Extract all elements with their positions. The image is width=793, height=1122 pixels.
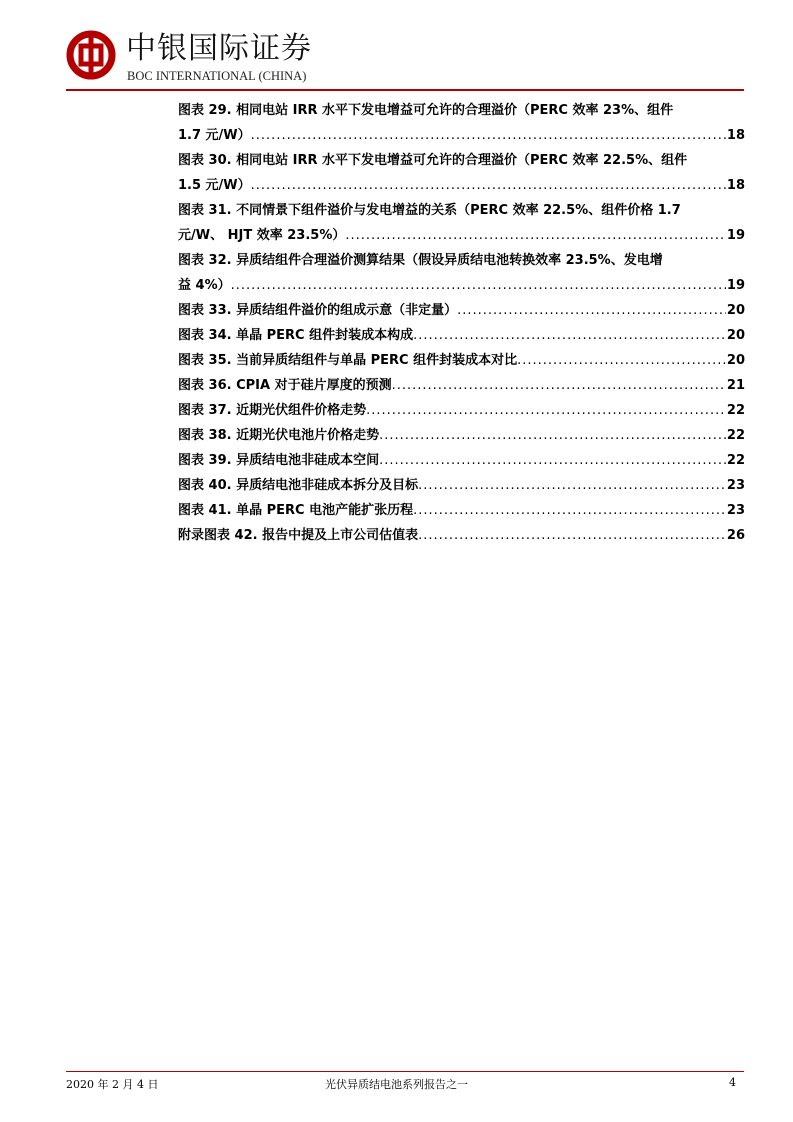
toc-entry-title: 图表 39. 异质结电池非硅成本空间 — [178, 453, 380, 468]
toc-entry[interactable] — [178, 448, 745, 473]
dot-leader — [231, 273, 726, 298]
toc-entry-line — [178, 398, 745, 423]
footer-page-number: 4 — [729, 1076, 736, 1089]
footer-divider — [66, 1071, 744, 1072]
toc-entry-title: 图表 41. 单晶 PERC 电池产能扩张历程 — [178, 503, 414, 518]
table-of-figures — [178, 98, 745, 548]
boc-logo-icon — [66, 30, 116, 80]
toc-entry-title: 1.5 元/W） — [178, 178, 251, 193]
toc-entry-title: 图表 34. 单晶 PERC 组件封装成本构成 — [178, 328, 414, 343]
toc-entry[interactable] — [178, 98, 745, 148]
dot-leader — [345, 223, 726, 248]
page-header — [66, 30, 736, 90]
toc-entry-title: 1.7 元/W） — [178, 128, 251, 143]
toc-entry[interactable] — [178, 323, 745, 348]
dot-leader — [251, 123, 726, 148]
dot-leader — [413, 323, 726, 348]
toc-entry-line — [178, 423, 745, 448]
toc-entry-line — [178, 173, 745, 198]
toc-entry[interactable] — [178, 198, 745, 248]
toc-page-number: 20 — [726, 303, 745, 318]
dot-leader — [413, 498, 726, 523]
toc-page-number: 19 — [726, 278, 745, 293]
toc-entry-title: 图表 33. 异质结组件溢价的组成示意（非定量） — [178, 303, 458, 318]
toc-entry-line — [178, 473, 745, 498]
footer-date: 2020 年 2 月 4 日 — [66, 1078, 159, 1091]
toc-entry-title-line: 图表 29. 相同电站 IRR 水平下发电增益可允许的合理溢价（PERC 效率 23%、组件 — [178, 103, 674, 118]
toc-entry-title: 图表 37. 近期光伏组件价格走势 — [178, 403, 367, 418]
toc-entry-title: 元/W、 HJT 效率 23.5%） — [178, 228, 346, 243]
dot-leader — [251, 173, 726, 198]
toc-page-number: 21 — [726, 378, 745, 393]
toc-entry-line — [178, 373, 745, 398]
toc-page-number: 19 — [726, 228, 745, 243]
toc-page-number: 22 — [726, 428, 745, 443]
toc-entry-line — [178, 523, 745, 548]
toc-page-number: 26 — [726, 528, 745, 543]
toc-entry-line — [178, 323, 745, 348]
toc-entry-title: 图表 38. 近期光伏电池片价格走势 — [178, 428, 380, 443]
toc-entry-line — [178, 498, 745, 523]
toc-entry-title: 附录图表 42. 报告中提及上市公司估值表 — [178, 528, 419, 543]
brand-name-english: BOC INTERNATIONAL (CHINA) — [127, 69, 307, 83]
toc-page-number: 20 — [726, 353, 745, 368]
toc-entry-line — [178, 123, 745, 148]
toc-page-number: 22 — [726, 403, 745, 418]
toc-page-number: 23 — [726, 503, 745, 518]
toc-page-number: 18 — [726, 128, 745, 143]
footer-report-title: 光伏异质结电池系列报告之一 — [325, 1078, 468, 1091]
dot-leader — [418, 473, 726, 498]
dot-leader — [366, 398, 726, 423]
toc-entry-title-line: 图表 30. 相同电站 IRR 水平下发电增益可允许的合理溢价（PERC 效率 22.5%、组件 — [178, 153, 688, 168]
dot-leader — [379, 448, 726, 473]
dot-leader — [418, 523, 726, 548]
toc-entry[interactable] — [178, 373, 745, 398]
dot-leader — [457, 298, 726, 323]
toc-entry-line — [178, 298, 745, 323]
toc-entry-line — [178, 348, 745, 373]
toc-page-number: 18 — [726, 178, 745, 193]
toc-entry[interactable] — [178, 523, 745, 548]
toc-entry-title: 图表 35. 当前异质结组件与单晶 PERC 组件封装成本对比 — [178, 353, 518, 368]
toc-entry-line — [178, 448, 745, 473]
toc-entry-title-line: 图表 31. 不同情景下组件溢价与发电增益的关系（PERC 效率 22.5%、组件价格 1.7 — [178, 203, 681, 218]
dot-leader — [517, 348, 726, 373]
toc-entry[interactable] — [178, 423, 745, 448]
toc-page-number: 23 — [726, 478, 745, 493]
toc-entry[interactable] — [178, 398, 745, 423]
dot-leader — [392, 373, 726, 398]
brand-name-chinese: 中银国际证券 — [126, 31, 312, 66]
toc-entry-line — [178, 273, 745, 298]
toc-page-number: 20 — [726, 328, 745, 343]
toc-entry-title: 图表 40. 异质结电池非硅成本拆分及目标 — [178, 478, 419, 493]
toc-entry-title-line: 图表 32. 异质结组件合理溢价测算结果（假设异质结电池转换效率 23.5%、发电增 — [178, 253, 663, 268]
toc-entry[interactable] — [178, 148, 745, 198]
toc-entry[interactable] — [178, 298, 745, 323]
toc-entry[interactable] — [178, 473, 745, 498]
toc-page-number: 22 — [726, 453, 745, 468]
toc-entry[interactable] — [178, 248, 745, 298]
header-divider — [66, 89, 744, 91]
toc-entry[interactable] — [178, 498, 745, 523]
toc-entry-title: 图表 36. CPIA 对于硅片厚度的预测 — [178, 378, 392, 393]
toc-entry-line — [178, 223, 745, 248]
toc-entry[interactable] — [178, 348, 745, 373]
toc-entry-title: 益 4%） — [178, 278, 231, 293]
dot-leader — [379, 423, 726, 448]
